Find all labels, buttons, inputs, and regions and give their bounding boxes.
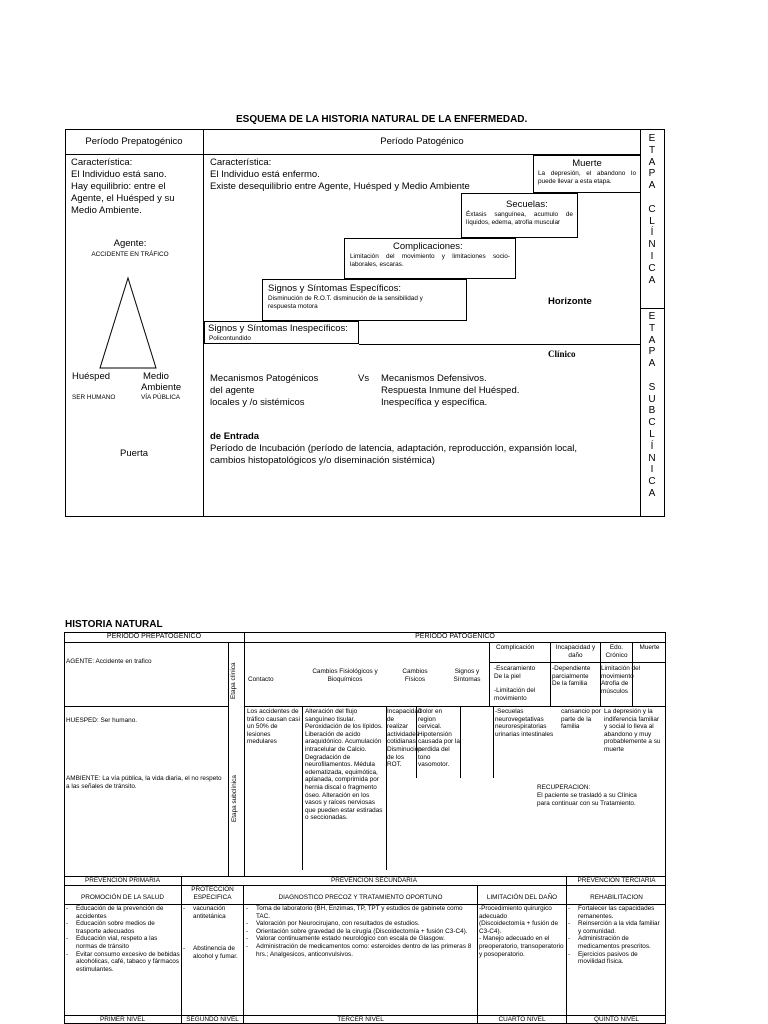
prepatogenico-caracteristica: Característica: El Individuo está sano. Hay equilibrio: entre el Agente, el Huésped y su Medio Ambiente. (71, 157, 175, 216)
cansancio-text: cansancio por parte de la familia (561, 708, 601, 731)
de-entrada-label: de Entrada (210, 431, 260, 442)
proteccion-list: - vacunación antitetánica - Abstinencia de alcohol y fumar. (183, 905, 241, 960)
secuelas-text: -Secuelas neurovegetativas neurorespiratorias urinarias intestinales (495, 708, 554, 738)
mecanismos-defensivos: Mecanismos Defensivos. Respuesta Inmune del Huésped. Inespecífica y específica. (381, 373, 520, 408)
recuperacion-text: El paciente se trasladó a su Clínica para continuar con su Tratamiento. (537, 792, 637, 807)
edo-cronico-text: Limitación del movimiento Atrofia de músculos (601, 665, 641, 695)
signos-sintomas-header: Signos y Síntomas (453, 668, 481, 683)
muerte-box: Muerte La depresión, el abandono lo puede llevar a esta etapa. (533, 155, 641, 193)
patogenico-header: Período Patogénico (380, 136, 464, 147)
signos-sintomas-text: Dolor en region cervical. Hipotensión causada por la perdida del tono vasomotor. (418, 708, 460, 769)
cambios-fisiologicos-text: Alteración del flujo sanguíneo tisular. Peroxidación de los lípidos. Liberación de acido araquidónico. Acumulación intracelular de Calcio. Degradación de neurofilamentos. Médula edematizada, equimótica, aplanada, comprimida por hernia discal o fragmento óseo. Alteración en los vasos y raíces nerviosas que pueden estar estiradas o seccionadas. (305, 708, 383, 822)
etapa-subclinica-vertical: E T A P A S U B C L Í N I C A (648, 311, 656, 499)
promocion-list: - Educación de la prevención de accidentes - Educación sobre medios de trasporte adecuados - Educación vial, respeto a las normas de tránsito - Evitar consumo excesivo de bebidas alcohólicas, café, tabaco y fármacos estimulantes. (66, 905, 180, 973)
rehabilitacion-list: - Fortalecer las capacidades remanentes. - Reinserción a la vida familiar y comunidad. - Administración de medicamentos prescritos. - Ejercicios pasivos de movilidad física. (568, 905, 664, 966)
periodo-patogenico-header: PERIODO PATOGENICO (415, 633, 495, 640)
medio-label: Medio (143, 371, 169, 382)
huesped-detail: SER HUMANO (72, 394, 116, 401)
puerta-label: Puerta (120, 448, 148, 459)
horizonte-label: Horizonte (548, 296, 592, 307)
secuelas-box: Secuelas: Éxtasis sanguínea, acumulo de líquidos, edema, atrofia muscular (461, 193, 578, 238)
segundo-nivel: SEGUNDO NIVEL (186, 1016, 239, 1023)
rehabilitacion-header: REHABILITACION (590, 894, 643, 901)
complicacion-header: Complicación (496, 644, 535, 651)
cambios-fisicos-header: Cambios Físicos (402, 668, 428, 683)
cambios-fisicos-text: Incapacidad de realizar actividades cotidianas. Disminución de los ROT. (387, 708, 422, 769)
edo-cronico-header: Edo. Crónico (605, 644, 628, 659)
etapa-clinica-vertical: E T A P A C L Í N I C A (648, 133, 656, 286)
clinico-label: Clínico (548, 349, 576, 359)
recuperacion-title: RECUPERACION: (537, 784, 591, 791)
muerte-header: Muerte (639, 644, 660, 651)
diagram-title: ESQUEMA DE LA HISTORIA NATURAL DE LA ENFERMEDAD. (236, 114, 528, 125)
limitacion-text: -Procedimiento quirurgico adecuado (Discoidectomía + fusión de C3-C4). - Manejo adecuado en el preoperatorio, transoperatorio y posoperatorio. (479, 905, 564, 958)
signos-inespecificos-box: Signos y Síntomas Inespecíficos: Policontundido (204, 321, 359, 344)
diagnostico-list: - Toma de laboratorio (BH, Enzimas, TP, TPT y estudios de gabinete como TAC. - Valoración por Neurocirujano, con resultados de estudios. - Orientación sobre gravedad de la cirugía (Discoidectomía + fusión C3-C4). - Valorar continuamente estado neurológico con escala de Glasgow. - Administración de medicamentos como: esteroides dentro de las primeras 8 hrs.; Analgesicos, anticonvulsivos. (246, 905, 475, 958)
incapacidad-text: -Dependiente parcialmente De la familia (552, 665, 591, 688)
prepatogenico-header: Período Prepatogénico (85, 136, 183, 147)
contacto-text: Los accidentes de tráfico causan casi un 50% de lesiones medulares (247, 708, 300, 746)
agente-detail: ACCIDENTE EN TRÁFICO (91, 251, 169, 258)
promocion-header: PROMOCIÓN DE LA SALUD (80, 894, 165, 901)
etapa-clinica-label: Etapa clínica (230, 662, 237, 699)
contacto-header: Contacto (248, 676, 274, 683)
epidemiologic-triangle (96, 276, 160, 370)
proteccion-header: PROTECCION ESPECIFICA (191, 886, 234, 901)
periodo-incubacion: Período de Incubación (período de latencia, adaptación, reproducción, expansión local, cambios histopatológicos y/o diseminación sistémica) (210, 443, 578, 466)
huesped-cell: HUESPED: Ser humano. (66, 717, 138, 724)
depresion-text: La depresión y la indiferencia familiar y social lo lleva al abandono y muy probablemente a su muerte (604, 708, 661, 753)
cambios-fisiologicos-header: Cambios Fisiológicos y Bioquímicos (312, 668, 378, 683)
prevencion-primaria: PREVENCION PRIMARIA (85, 877, 160, 884)
complicacion-text: -Escaramiento De la piel -Limitación del movimiento (494, 665, 536, 702)
patogenico-caracteristica: Característica: El Individuo está enfermo. Existe desequilibrio entre Agente, Huésped y Medio Ambiente (210, 157, 470, 192)
ambiente-label: Ambiente (141, 382, 182, 393)
tercer-nivel: TERCER NIVEL (337, 1016, 384, 1023)
complicaciones-box: Complicaciones: Limitación del movimiento y limitaciones socio-laborales, escaras. (344, 238, 516, 279)
limitacion-header: LIMITACIÓN DEL DAÑO (486, 894, 558, 901)
primer-nivel: PRIMER NIVEL (99, 1016, 146, 1023)
huesped-label: Huésped (72, 371, 111, 382)
vs-label: Vs (358, 373, 370, 384)
mecanismos-patogenicos: Mecanismos Patogénicos del agente locales y /o sistémicos (210, 373, 319, 408)
quinto-nivel: QUINTO NIVEL (594, 1016, 639, 1023)
etapa-subclinica-label: Etapa subclínica (231, 775, 238, 822)
ambiente-cell: AMBIENTE: La vía pública, la vida diaria, el no respeto a las señales de tránsito. (66, 775, 222, 790)
signos-especificos-box: Signos y Síntomas Específicos: Disminución de R.O.T. disminución de la sensibilidad y respuesta motora (262, 279, 467, 321)
prevencion-secundaria: PREVENCION SECUNDARIA (331, 877, 417, 884)
cuarto-nivel: CUARTO NIVEL (498, 1016, 546, 1023)
incapacidad-header: Incapacidad y daño (555, 644, 596, 659)
agente-label: Agente: (113, 238, 147, 249)
prevencion-terciaria: PREVENCION TERCIARIA (577, 877, 656, 884)
agente-cell: AGENTE: Accidente en trafico (66, 658, 152, 665)
medio-detail: VÍA PÚBLICA (141, 394, 181, 401)
diagnostico-header: DIAGNOSTICO PRECOZ Y TRATAMIENTO OPORTUNO (278, 894, 443, 901)
periodo-prepatogenico-header: PERIODO PREPATOGENICO (106, 633, 202, 640)
table-title: HISTORIA NATURAL (65, 619, 163, 630)
